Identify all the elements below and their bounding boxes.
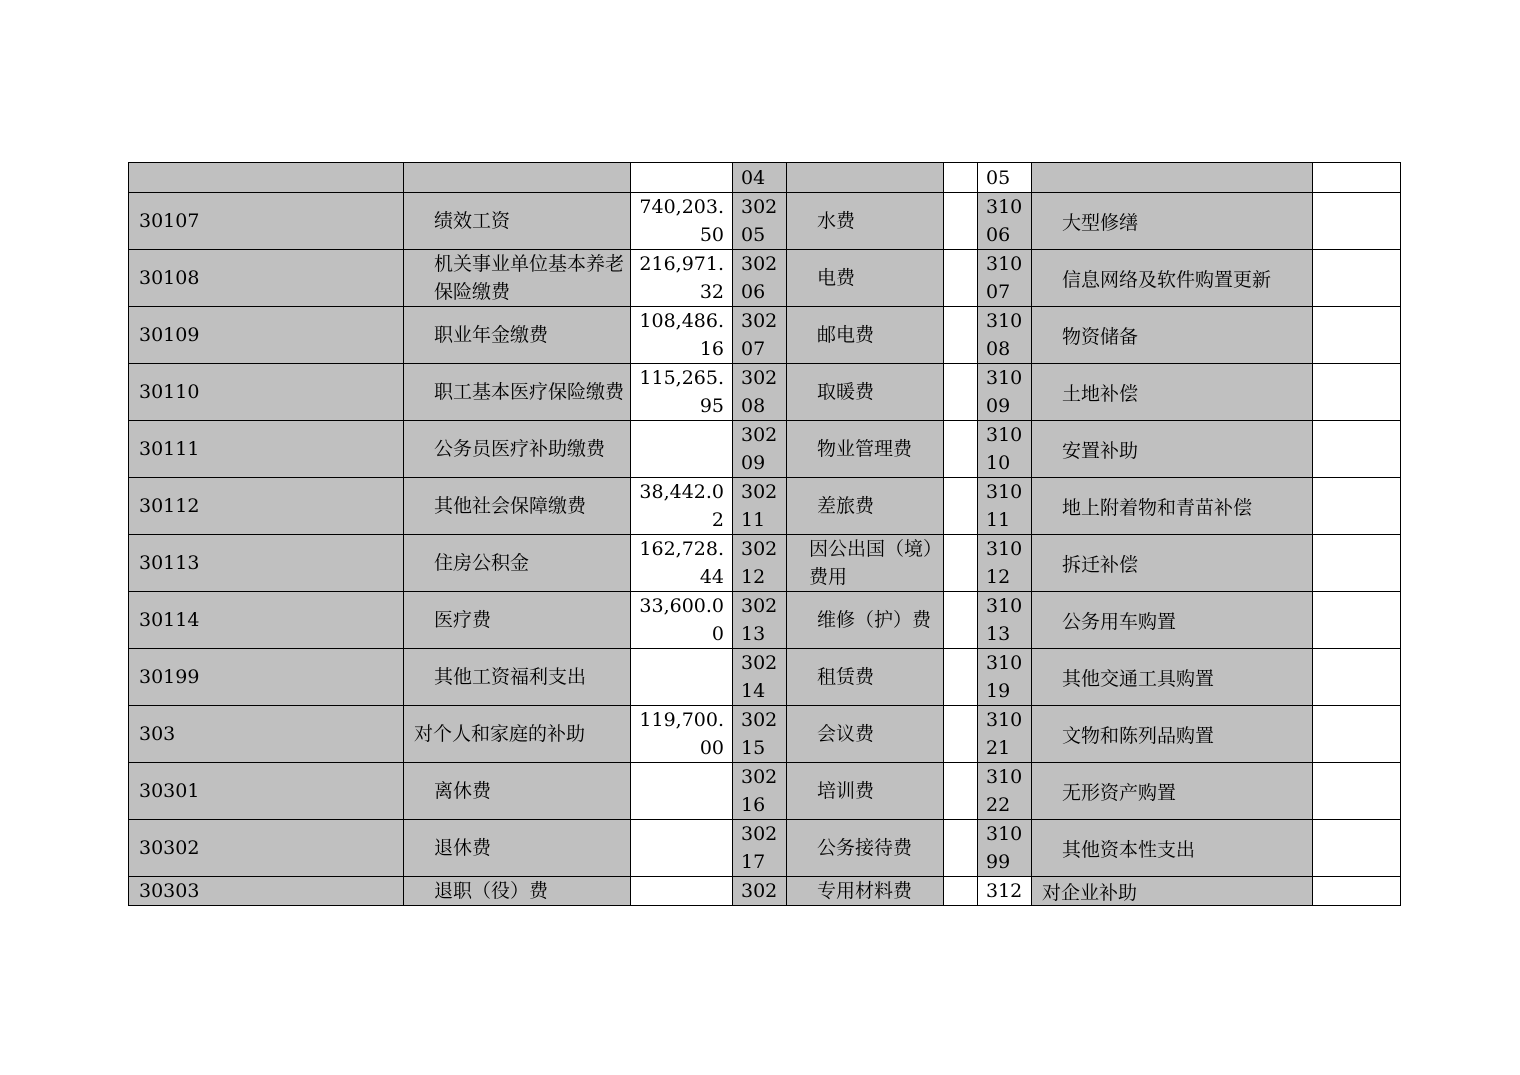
table-cell: 30108	[129, 250, 404, 307]
table-cell: 取暖费	[787, 364, 944, 421]
table-cell: 公务用车购置	[1032, 592, 1313, 649]
table-cell: 培训费	[787, 763, 944, 820]
table-cell: 30302	[129, 820, 404, 877]
table-cell	[631, 649, 733, 706]
table-cell: 因公出国（境）费用	[787, 535, 944, 592]
table-cell: 108,486.16	[631, 307, 733, 364]
table-cell	[944, 163, 978, 193]
table-cell: 对个人和家庭的补助	[404, 706, 631, 763]
table-cell: 30303	[129, 877, 404, 906]
table-cell: 专用材料费	[787, 877, 944, 906]
table-cell: 30301	[129, 763, 404, 820]
table-cell	[944, 649, 978, 706]
table-row	[129, 163, 1401, 193]
table-cell: 公务接待费	[787, 820, 944, 877]
table-cell	[944, 364, 978, 421]
budget-table	[128, 162, 1401, 906]
table-cell: 30110	[129, 364, 404, 421]
table-cell	[1313, 250, 1401, 307]
table-cell: 其他社会保障缴费	[404, 478, 631, 535]
table-cell: 31099	[978, 820, 1032, 877]
table-cell: 其他工资福利支出	[404, 649, 631, 706]
table-cell	[631, 421, 733, 478]
table-cell	[944, 250, 978, 307]
table-row	[129, 307, 1401, 364]
table-cell: 退职（役）费	[404, 877, 631, 906]
table-cell: 30216	[733, 763, 787, 820]
table-row	[129, 820, 1401, 877]
table-cell: 31021	[978, 706, 1032, 763]
table-cell	[1313, 193, 1401, 250]
table-cell: 机关事业单位基本养老保险缴费	[404, 250, 631, 307]
table-cell: 31009	[978, 364, 1032, 421]
table-cell	[631, 820, 733, 877]
table-cell	[631, 163, 733, 193]
table-row	[129, 649, 1401, 706]
table-cell: 离休费	[404, 763, 631, 820]
table-cell: 30206	[733, 250, 787, 307]
table-cell: 303	[129, 706, 404, 763]
table-cell: 30214	[733, 649, 787, 706]
table-cell: 对企业补助	[1032, 877, 1313, 906]
table-cell: 31010	[978, 421, 1032, 478]
table-row	[129, 592, 1401, 649]
table-cell	[404, 163, 631, 193]
table-cell: 物业管理费	[787, 421, 944, 478]
table-cell: 30212	[733, 535, 787, 592]
table-cell: 30208	[733, 364, 787, 421]
table-cell: 30112	[129, 478, 404, 535]
table-cell: 其他资本性支出	[1032, 820, 1313, 877]
table-cell	[1313, 421, 1401, 478]
table-cell	[1313, 877, 1401, 906]
table-cell	[1313, 820, 1401, 877]
table-cell	[1313, 163, 1401, 193]
table-cell: 31006	[978, 193, 1032, 250]
table-cell: 住房公积金	[404, 535, 631, 592]
table-cell: 租赁费	[787, 649, 944, 706]
table-cell: 差旅费	[787, 478, 944, 535]
table-cell: 30109	[129, 307, 404, 364]
table-cell: 职业年金缴费	[404, 307, 631, 364]
table-cell	[1313, 478, 1401, 535]
table-cell: 职工基本医疗保险缴费	[404, 364, 631, 421]
table-cell: 30209	[733, 421, 787, 478]
table-row	[129, 193, 1401, 250]
table-cell	[944, 877, 978, 906]
table-cell: 30207	[733, 307, 787, 364]
table-cell	[631, 763, 733, 820]
table-cell: 30114	[129, 592, 404, 649]
table-cell: 公务员医疗补助缴费	[404, 421, 631, 478]
table-cell	[1313, 649, 1401, 706]
table-row	[129, 535, 1401, 592]
table-cell: 信息网络及软件购置更新	[1032, 250, 1313, 307]
table-cell	[944, 478, 978, 535]
table-cell	[1313, 592, 1401, 649]
table-cell	[944, 820, 978, 877]
table-cell: 无形资产购置	[1032, 763, 1313, 820]
table-cell: 31013	[978, 592, 1032, 649]
table-row	[129, 706, 1401, 763]
table-cell: 740,203.50	[631, 193, 733, 250]
table-cell: 302	[733, 877, 787, 906]
table-cell: 30107	[129, 193, 404, 250]
table-row	[129, 421, 1401, 478]
table-cell: 安置补助	[1032, 421, 1313, 478]
table-cell	[787, 163, 944, 193]
table-cell: 30111	[129, 421, 404, 478]
table-cell	[944, 763, 978, 820]
table-cell	[944, 307, 978, 364]
table-row	[129, 364, 1401, 421]
table-cell: 医疗费	[404, 592, 631, 649]
table-cell: 162,728.44	[631, 535, 733, 592]
table-cell	[944, 193, 978, 250]
table-cell: 会议费	[787, 706, 944, 763]
table-cell: 31012	[978, 535, 1032, 592]
table-cell: 邮电费	[787, 307, 944, 364]
table-cell	[944, 535, 978, 592]
table-cell: 115,265.95	[631, 364, 733, 421]
table-cell: 大型修缮	[1032, 193, 1313, 250]
table-cell: 216,971.32	[631, 250, 733, 307]
table-cell: 退休费	[404, 820, 631, 877]
table-cell	[1032, 163, 1313, 193]
table-cell: 其他交通工具购置	[1032, 649, 1313, 706]
table-cell: 312	[978, 877, 1032, 906]
table-cell: 33,600.00	[631, 592, 733, 649]
table-cell: 31022	[978, 763, 1032, 820]
table-cell	[1313, 307, 1401, 364]
table-cell: 31011	[978, 478, 1032, 535]
table-row	[129, 877, 1401, 906]
table-cell: 30215	[733, 706, 787, 763]
table-cell: 地上附着物和青苗补偿	[1032, 478, 1313, 535]
table-cell	[1313, 535, 1401, 592]
table-cell	[944, 592, 978, 649]
table-cell: 30199	[129, 649, 404, 706]
table-cell: 水费	[787, 193, 944, 250]
table-cell: 119,700.00	[631, 706, 733, 763]
table-cell: 31007	[978, 250, 1032, 307]
table-cell: 电费	[787, 250, 944, 307]
table-cell	[944, 421, 978, 478]
table-cell: 土地补偿	[1032, 364, 1313, 421]
table-cell: 绩效工资	[404, 193, 631, 250]
table-cell: 31008	[978, 307, 1032, 364]
table-cell: 30205	[733, 193, 787, 250]
table-cell	[129, 163, 404, 193]
table-cell: 30213	[733, 592, 787, 649]
table-cell	[944, 706, 978, 763]
table-cell: 拆迁补偿	[1032, 535, 1313, 592]
table-cell	[1313, 763, 1401, 820]
table-cell	[631, 877, 733, 906]
table-cell	[1313, 364, 1401, 421]
table-cell: 文物和陈列品购置	[1032, 706, 1313, 763]
table-cell: 维修（护）费	[787, 592, 944, 649]
table-cell: 30211	[733, 478, 787, 535]
table-row	[129, 478, 1401, 535]
table-cell: 31019	[978, 649, 1032, 706]
table-cell: 30217	[733, 820, 787, 877]
table-row	[129, 763, 1401, 820]
table-cell	[1313, 706, 1401, 763]
table-cell: 物资储备	[1032, 307, 1313, 364]
table-cell: 04	[733, 163, 787, 193]
table-cell: 30113	[129, 535, 404, 592]
table-row	[129, 250, 1401, 307]
table-cell: 05	[978, 163, 1032, 193]
table-cell: 38,442.02	[631, 478, 733, 535]
